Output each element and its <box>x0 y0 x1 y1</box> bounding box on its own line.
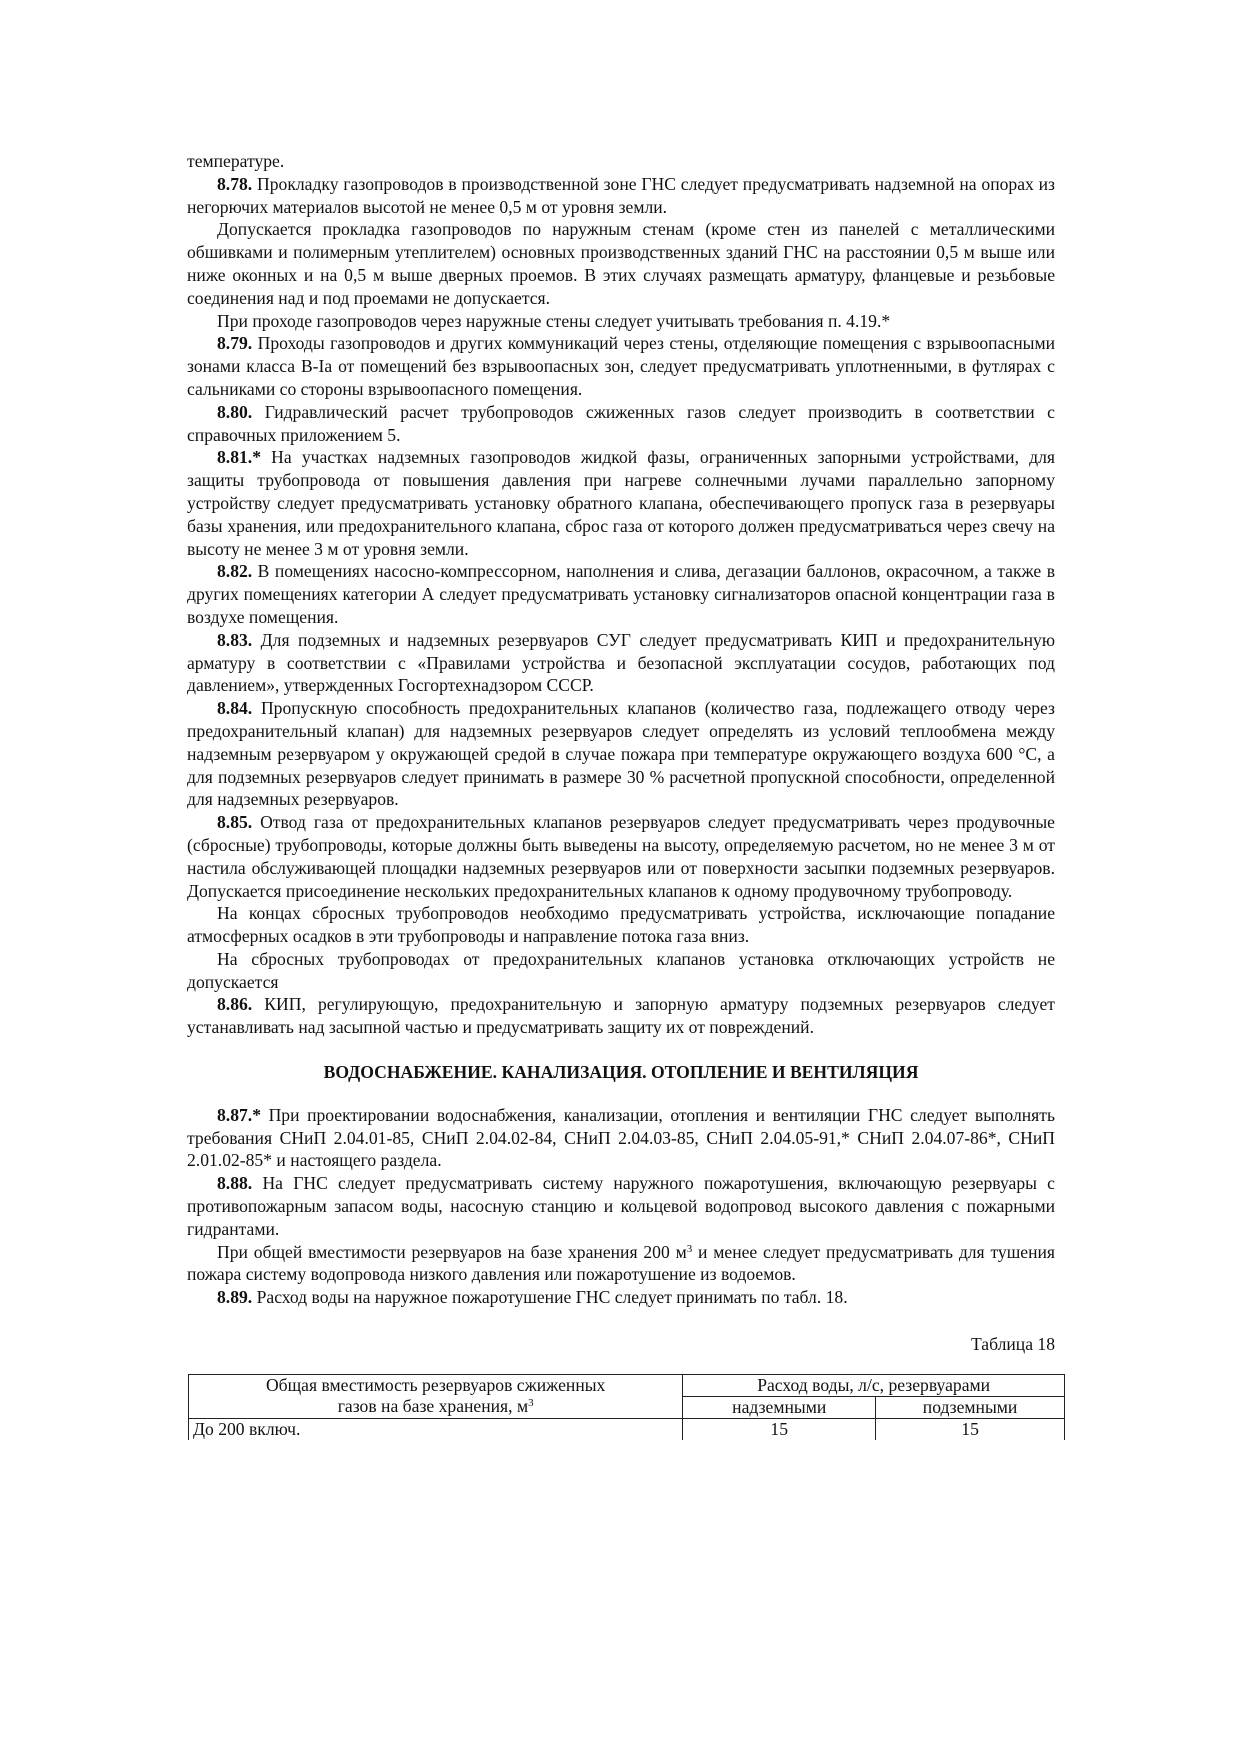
clause-text: В помещениях насосно-компрессорном, наполнения и слива, дегазации баллонов, окрасочном, а также в других помещениях категории А следует предусматривать установку сигнализаторов опасной концентрации газа в воздухе помещения. <box>187 561 1056 627</box>
water-flow-group-header: Расход воды, л/с, резервуарами <box>683 1374 1065 1396</box>
clause-8-88 <box>187 1172 1055 1240</box>
text-fragment: При общей вместимости резервуаров на базе хранения 200 м <box>217 1241 687 1262</box>
table-caption: Таблица 18 <box>970 1334 1055 1355</box>
clause-text: Для подземных и надземных резервуаров СУГ следует предусматривать КИП и предохранительную арматуру в соответствии с «Правилами устройства и безопасной эксплуатации сосудов, работающих под давлением», утвержденных Госгортехнадзором СССР. <box>187 629 1055 696</box>
clause-number: 8.80. <box>217 401 253 422</box>
clause-text: Отвод газа от предохранительных клапанов резервуаров следует предусматривать через продувочные (сбросные) трубопроводы, которые должны быть выведены на высоту, определяемую расчетом, но не менее 3 м от настила обслуживающей площадки надземных резервуаров или от поверхности засыпки подземных резервуаров. Допускается присоединение нескольких предохранительных клапанов к одному продувочному трубопроводу. <box>187 812 1055 901</box>
clause-8-82 <box>187 560 1055 628</box>
header-line: Общая вместимость резервуаров сжиженных <box>265 1374 606 1395</box>
clause-text: При проектировании водоснабжения, канализации, отопления и вентиляции ГНС следует выполнять требования СНиП 2.04.01-85, СНиП 2.04.02-84, СНиП 2.04.03-85, СНиП 2.04.05-91,* СНиП 2.04.07-86*, СНиП 2.01.02-85* и настоящего раздела. <box>187 1104 1055 1171</box>
paragraph: Допускается прокладка газопроводов по наружным стенам (кроме стен из панелей с металлическими обшивками и полимерным утеплителем) основных производственных зданий ГНС на расстоянии 0,5 м выше или ниже оконных и на 0,5 м выше дверных проемов. В этих случаях размещать арматуру, фланцевые и резьбовые соединения над и под проемами не допускается. <box>187 219 1055 308</box>
clause-number: 8.84. <box>217 698 253 719</box>
clause-number: 8.87.* <box>217 1104 261 1125</box>
paragraph: температуре. <box>187 151 285 171</box>
clause-8-89 <box>187 1286 1055 1309</box>
clause-text: КИП, регулирующую, предохранительную и запорную арматуру подземных резервуаров следует устанавливать над засыпной частью и предусматривать защиту их от повреждений. <box>187 994 1055 1038</box>
superscript: 3 <box>686 1242 693 1255</box>
clause-8-78 <box>187 173 1055 219</box>
water-flow-table <box>188 1374 1065 1440</box>
paragraph: При проходе газопроводов через наружные стены следует учитывать требования п. 4.19.* <box>217 310 891 331</box>
clause-8-84 <box>187 697 1055 811</box>
clause-number: 8.85. <box>217 812 253 833</box>
paragraph: На сбросных трубопроводах от предохранительных клапанов установка отключающих устройств не допускается <box>187 948 1055 992</box>
clause-number: 8.83. <box>217 629 253 650</box>
above-ground-header: надземными <box>683 1396 876 1418</box>
clause-number: 8.79. <box>217 333 253 354</box>
clause-number: 8.78. <box>217 173 253 194</box>
clause-8-81 <box>187 446 1055 560</box>
clause-text: На участках надземных газопроводов жидкой фазы, ограниченных запорными устройствами, для защиты трубопровода от повышения давления при нагреве солнечными лучами параллельно запорному устройству следует предусматривать установку обратного клапана, обеспечивающего пропуск газа в резервуары базы хранения, или предохранительного клапана, сброс газа от которого должен предусматриваться через свечу на высоту не менее 3 м от уровня земли. <box>187 447 1055 559</box>
clause-text: Проходы газопроводов и других коммуникаций через стены, отделяющие помещения с взрывоопасными зонами класса В-Iа от помещений без взрывоопасных зон, следует предусматривать уплотненными, в футлярах с сальниками со стороны взрывоопасного помещения. <box>187 333 1055 399</box>
capacity-column-header <box>189 1374 683 1418</box>
underground-header: подземными <box>876 1396 1065 1418</box>
clause-8-80 <box>187 401 1055 447</box>
capacity-cell: До 200 включ. <box>189 1418 683 1440</box>
table-header-row <box>189 1374 1065 1396</box>
clause-8-85 <box>187 811 1055 902</box>
clause-text: Гидравлический расчет трубопроводов сжиженных газов следует производить в соответствии с справочных приложением 5. <box>187 401 1055 445</box>
paragraph: На концах сбросных трубопроводов необходимо предусматривать устройства, исключающие попадание атмосферных осадков в эти трубопроводы и направление потока газа вниз. <box>187 903 1055 947</box>
clause-8-86 <box>187 993 1055 1039</box>
clause-number: 8.81.* <box>217 447 261 468</box>
clause-8-83 <box>187 629 1055 697</box>
clause-8-87 <box>187 1104 1055 1172</box>
superscript: 3 <box>528 1396 534 1409</box>
document-page <box>187 150 1055 1440</box>
paragraph <box>187 1241 1055 1287</box>
above-ground-cell: 15 <box>683 1418 876 1440</box>
clause-number: 8.88. <box>217 1173 253 1194</box>
clause-number: 8.86. <box>217 994 253 1015</box>
clause-number: 8.82. <box>217 561 253 582</box>
text-fragment: и менее следует предусматривать для тушения пожара систему водопровода низкого давления или пожаротушение из водоемов. <box>187 1241 1055 1285</box>
clause-text: Расход воды на наружное пожаротушение ГНС следует принимать по табл. 18. <box>256 1287 848 1308</box>
clause-text: На ГНС следует предусматривать систему наружного пожаротушения, включающую резервуары с противопожарным запасом воды, насосную станцию и кольцевой водопровод высокого давления с пожарными гидрантами. <box>187 1173 1055 1239</box>
header-line: газов на базе хранения, $м^3$ <box>337 1395 534 1416</box>
clause-8-79 <box>187 332 1055 400</box>
clause-text: Пропускную способность предохранительных клапанов (количество газа, подлежащего отводу через предохранительный клапан) для надземных резервуаров следует определять из условий теплообмена между надземным резервуаром у окружающей средой в случае пожара при температуре окружающего воздуха 600 °С, а для подземных резервуаров следует принимать в размере 30 % расчетной пропускной способности, определенной для надземных резервуаров. <box>187 698 1055 810</box>
table-row <box>189 1418 1065 1440</box>
clause-number: 8.89. <box>217 1287 253 1308</box>
underground-cell: 15 <box>876 1418 1065 1440</box>
section-heading: ВОДОСНАБЖЕНИЕ. КАНАЛИЗАЦИЯ. ОТОПЛЕНИЕ И ВЕНТИЛЯЦИЯ <box>323 1062 919 1083</box>
clause-text: Прокладку газопроводов в производственной зоне ГНС следует предусматривать надземной на опорах из негорючих материалов высотой не менее 0,5 м от уровня земли. <box>187 173 1055 217</box>
